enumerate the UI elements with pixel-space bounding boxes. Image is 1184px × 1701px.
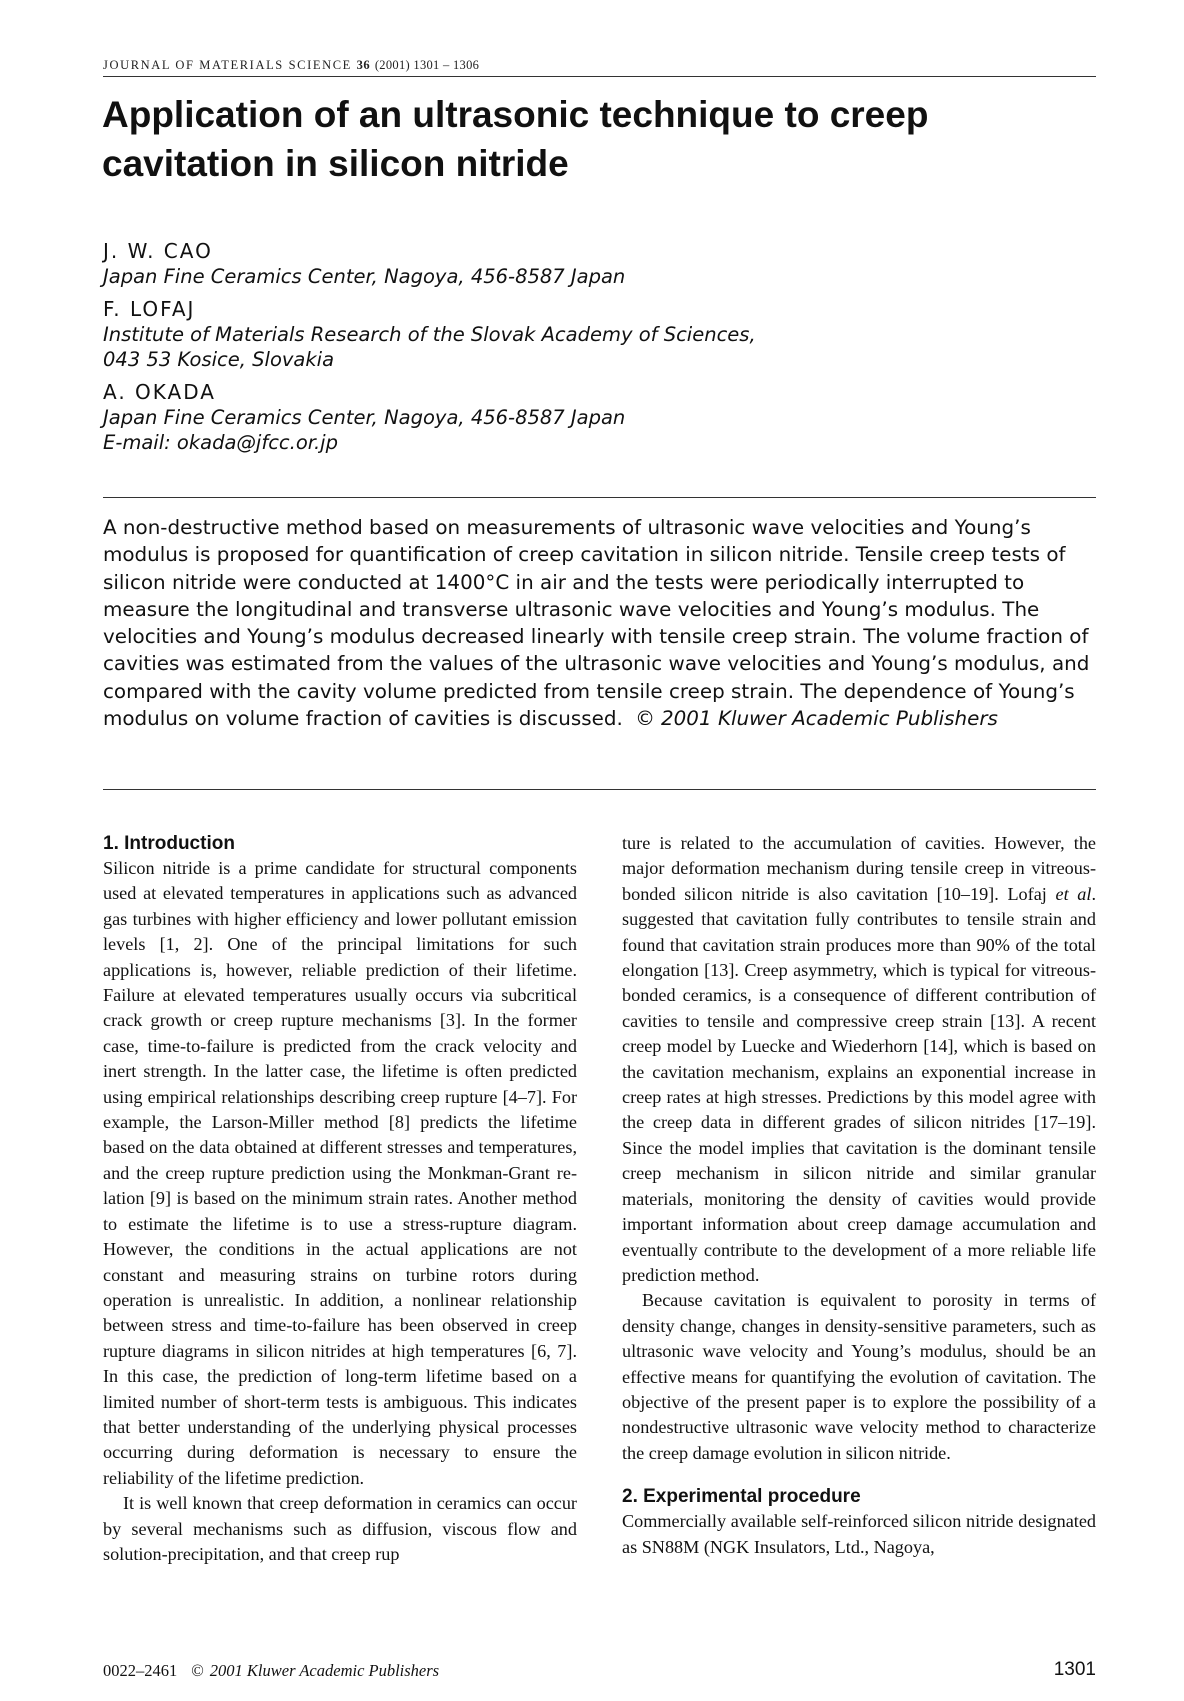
- author-block: [103, 238, 1093, 289]
- body-paragraph: [622, 831, 1096, 1288]
- journal-year-pages: (2001) 1301 – 1306: [374, 58, 480, 72]
- page-footer: [103, 1661, 1096, 1687]
- author-block: [103, 296, 1093, 372]
- copyright-symbol: ©: [635, 707, 655, 731]
- author-affiliation: Institute of Materials Research of the Slovak Academy of Sciences, 043 53 Kosice, Slovakia: [103, 323, 756, 371]
- body-paragraph: It is well known that creep deformation in ceramics can occur by several mechanisms such as diffusion, viscous flow and solution-precipitation, and that creep rup: [103, 1493, 577, 1564]
- section-heading-introduction: 1. Introduction: [103, 833, 235, 854]
- abstract-bottom-rule: [103, 789, 1096, 790]
- abstract-text: A non-destructive method based on measurements of ultrasonic wave velocities and Young’s modulus is proposed for quantification of creep cavitation in silicon nitride. Tensile creep tests of silicon nitride were conducted at 1400°C in air and the tests were periodically interrupted to measure the longitudinal and transverse ultrasonic wave velocities and Young’s modulus. The velocities and Young’s modulus decreased linearly with tensile creep strain. The volume fraction of cavities was estimated from the values of the ultrasonic wave velocities and Young’s modulus, and compared with the cavity volume predicted from tensile creep strain. The dependence of Young’s modulus on volume fraction of cavities is discussed.: [103, 516, 1090, 731]
- body-paragraph: Commercially available self-reinforced silicon nitride designated as SN88M (NGK Insulators, Ltd., Nagoya,: [622, 1511, 1096, 1557]
- journal-volume: 36: [356, 58, 371, 72]
- body-paragraph: Because cavitation is equivalent to porosity in terms of density change, changes in density-sensitive parameters, such as ultrasonic wave velocity and Young’s modulus, should be an effective means for quantifying the evolution of cavitation. The objective of the present paper is to explore the possibility of a nondestructive ultrasonic wave velocity method to characterize the creep damage evolution in silicon nitride.: [622, 1290, 1096, 1463]
- journal-header: [103, 58, 1096, 77]
- footer-publisher: 2001 Kluwer Academic Publishers: [209, 1661, 440, 1680]
- author-name: J. W. CAO: [103, 239, 213, 263]
- author-affiliation: Japan Fine Ceramics Center, Nagoya, 456-8587 Japan: [103, 265, 626, 288]
- left-column: [103, 831, 577, 1567]
- body-text: . suggested that cavitation fully contributes to tensile strain and found that cavitation strain produces more than 90% of the total elongation [13]. Creep asymmetry, which is typical for vitreous-bonded ceramics, is a consequence of different contribution of cavities to tensile and compressive creep strain [13]. A recent creep model by Luecke and Wiederhorn [14], which is based on the cavitation mechanism, explains an exponential increase in creep rates at high stresses. Predictions by this model agree with the creep data in different grades of silicon nitrides [17–19]. Since the model implies that cavitation is the dominant tensile creep mechanism in silicon nitride and similar granular materials, monitoring the density of cavities would provide important information about creep damage accumulation and eventually contribute to the development of a more reliable life prediction method.: [622, 883, 1097, 1285]
- right-column: [622, 831, 1096, 1560]
- abstract: [103, 514, 1096, 732]
- body-text-italic: et al: [1055, 883, 1092, 904]
- body-paragraph: Silicon nitride is a prime candidate for structural components used at elevated temperatures in applications such as advanced gas turbines with higher efficiency and lower pollutant emission levels [1, 2]. One of the principal limitations for such applications is, however, reliable prediction of their lifetime. Failure at elevated temperatures usually occurs via subcritical crack growth or creep rupture mechanisms [3]. In the former case, time-to-failure is predicted from the crack velocity and inert strength. In the latter case, the lifetime is often predicted using empirical relationships describing creep rupture [4–7]. For example, the Larson-Miller method [8] predicts the lifetime based on the data obtained at different stresses and temperatures, and the creep rupture prediction using the Monkman-Grant relation [9] is based on the minimum strain rates. Another method to estimate the lifetime is to use a stress-rupture diagram. However, the conditions in the actual applications are not constant and measuring strains on turbine rotors during operation is unrealistic. In addition, a nonlinear relationship between stress and time-to-failure has been observed in creep rupture diagrams in silicon nitrides at high temperatures [6, 7]. In this case, the prediction of long-term lifetime based on a limited number of short-term tests is ambiguous. This indicates that better understanding of the underlying physical processes occurring during deformation is necessary to ensure the reliability of the lifetime prediction.: [103, 858, 577, 1488]
- page-number: 1301: [1053, 1659, 1096, 1680]
- copyright-symbol: ©: [191, 1661, 204, 1680]
- author-name: A. OKADA: [103, 380, 216, 404]
- author-block: [103, 379, 1093, 455]
- issn: 0022–2461: [103, 1661, 178, 1680]
- abstract-copyright: 2001 Kluwer Academic Publishers: [661, 707, 998, 731]
- abstract-top-rule: [103, 497, 1096, 498]
- author-affiliation: Japan Fine Ceramics Center, Nagoya, 456-8587 Japan E-mail: okada@jfcc.or.jp: [103, 406, 626, 454]
- body-text: ture is related to the accumulation of cavities. However, the major deformation mechanism during tensile creep in vitreous-bonded silicon nitride is also cavitation [10–19]. Lofaj: [622, 833, 1096, 904]
- section-heading-experimental: 2. Experimental procedure: [622, 1486, 861, 1508]
- author-list: [103, 238, 1093, 462]
- author-name: F. LOFAJ: [103, 297, 196, 321]
- footer-citation: [103, 1661, 439, 1681]
- journal-name: JOURNAL OF MATERIALS SCIENCE: [103, 58, 352, 72]
- paper-title: Application of an ultrasonic technique to creep cavitation in silicon nitride: [102, 94, 929, 184]
